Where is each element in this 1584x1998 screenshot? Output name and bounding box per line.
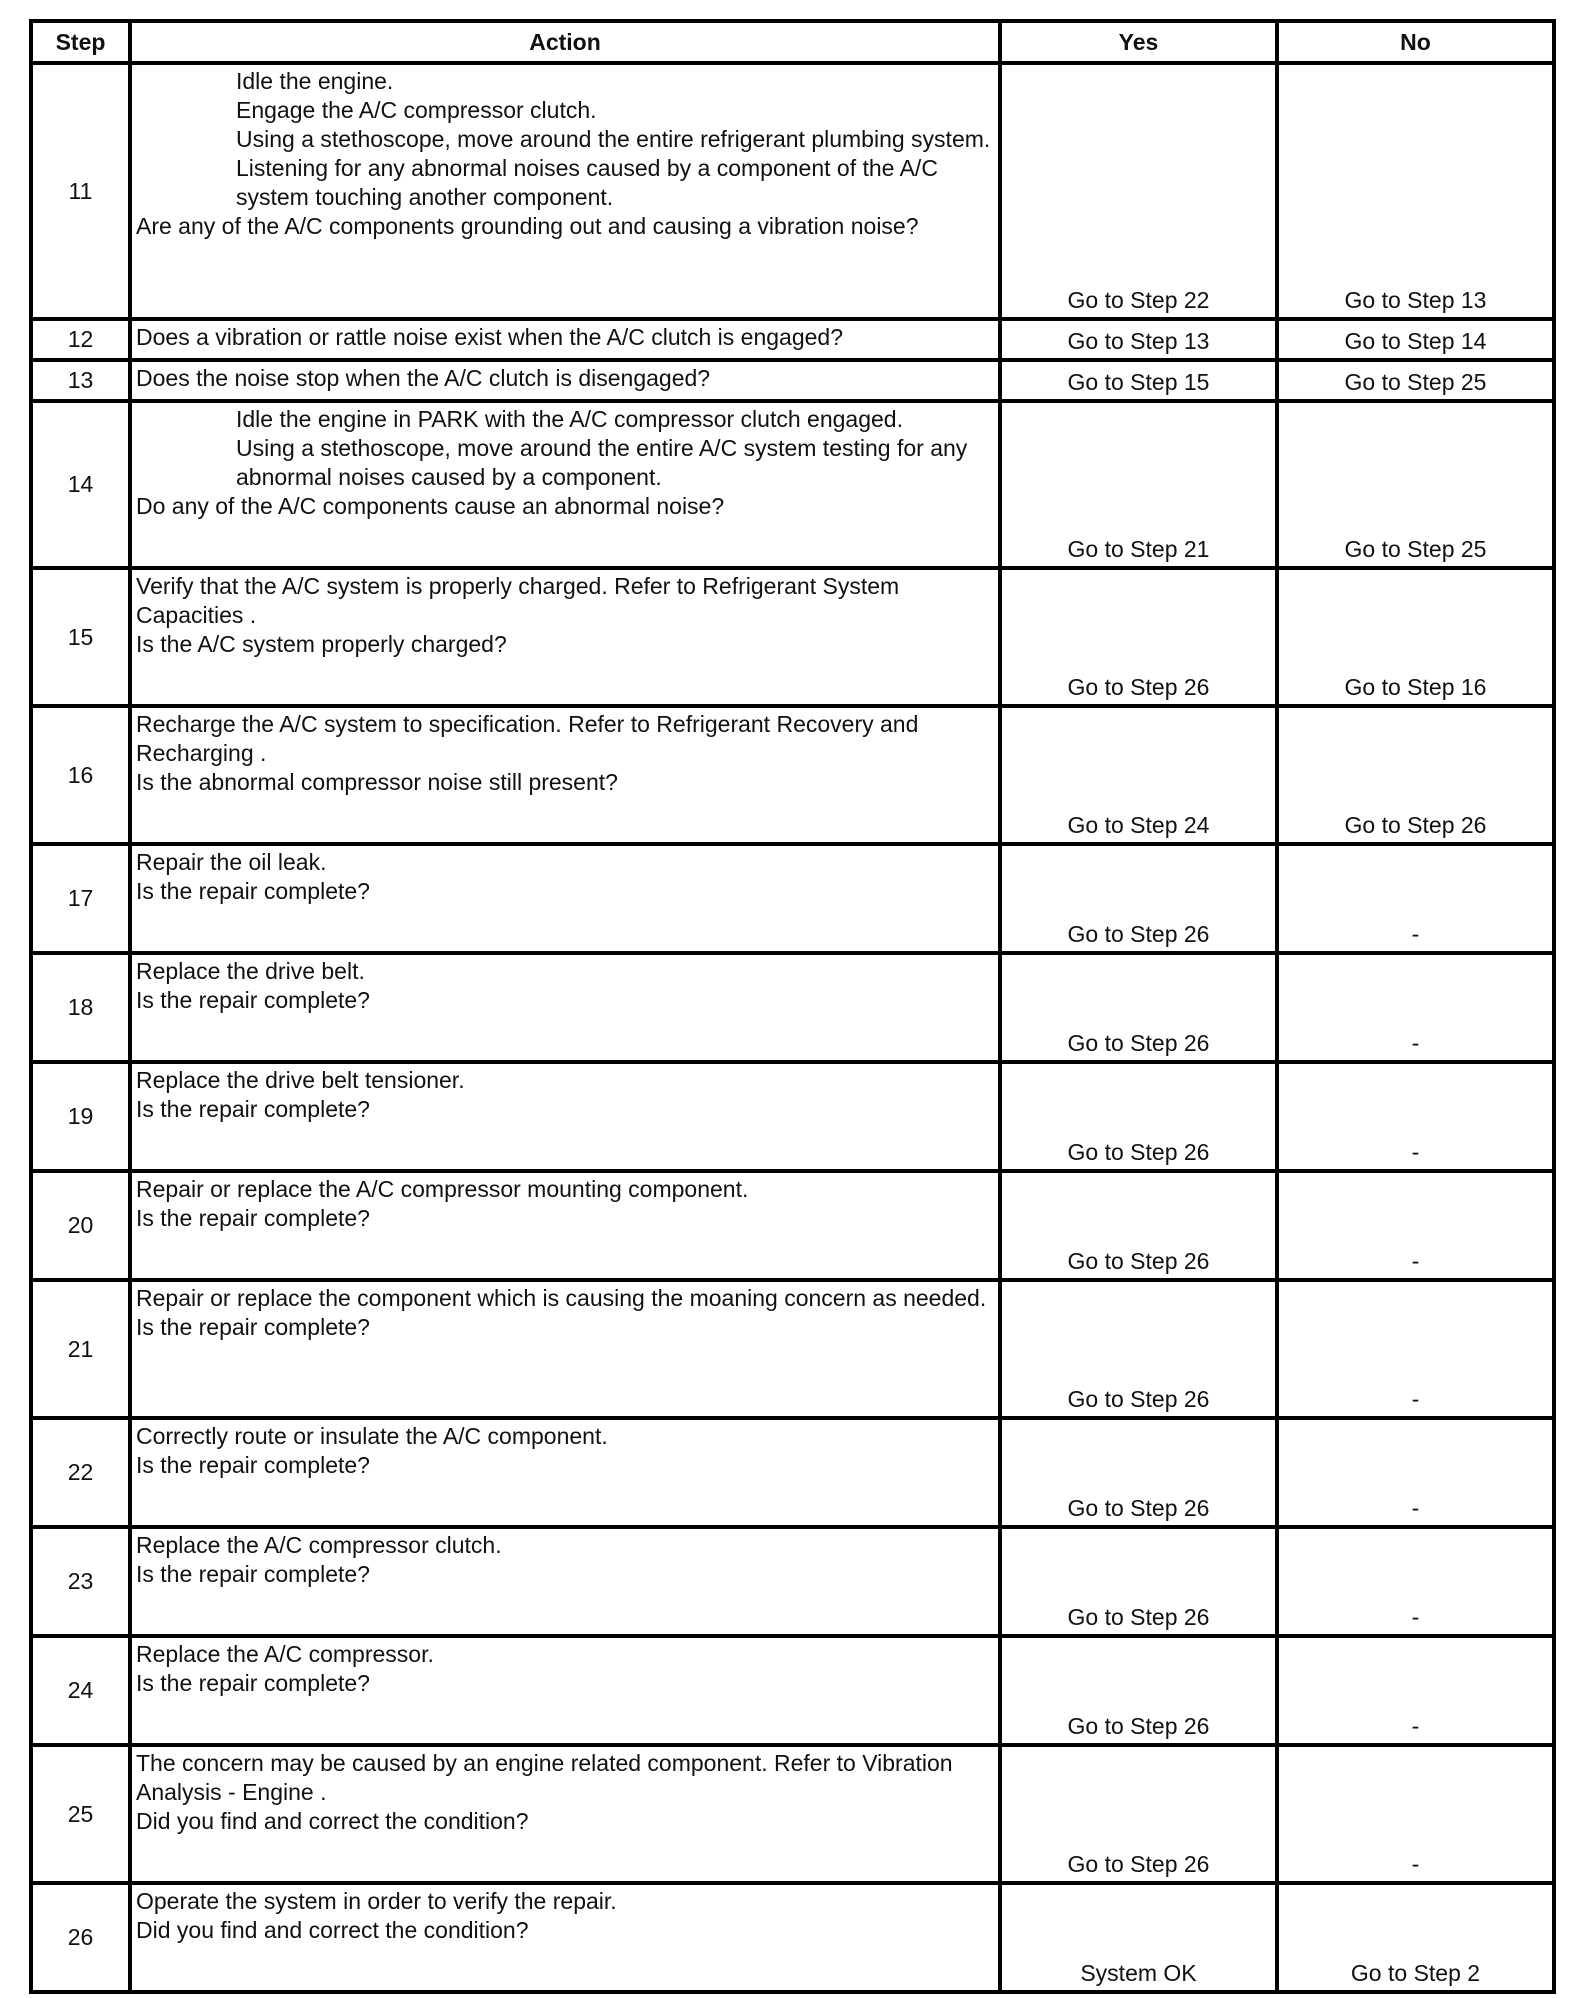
step-number: 15 xyxy=(31,568,130,706)
action-question: Is the repair complete? xyxy=(136,1096,370,1122)
action-instruction: Idle the engine in PARK with the A/C compressor clutch engaged. Using a stethoscope, move around the entire A/C system testing for any abnormal noises caused by a component. xyxy=(236,406,968,490)
yes-outcome: Go to Step 26 xyxy=(1000,1527,1277,1636)
action-cell xyxy=(130,568,1000,706)
header-yes: Yes xyxy=(1000,21,1277,63)
table-row xyxy=(31,706,1554,844)
no-outcome: - xyxy=(1277,1062,1554,1171)
action-cell xyxy=(130,1745,1000,1883)
step-number: 24 xyxy=(31,1636,130,1745)
action-question: Is the repair complete? xyxy=(136,878,370,904)
action-cell xyxy=(130,1636,1000,1745)
table-row xyxy=(31,401,1554,568)
action-cell xyxy=(130,1527,1000,1636)
action-instruction: Replace the drive belt tensioner. xyxy=(136,1067,465,1093)
yes-outcome: Go to Step 13 xyxy=(1000,319,1277,360)
action-question: Is the A/C system properly charged? xyxy=(136,631,507,657)
no-outcome: Go to Step 14 xyxy=(1277,319,1554,360)
step-number: 18 xyxy=(31,953,130,1062)
action-cell xyxy=(130,844,1000,953)
action-question: Did you find and correct the condition? xyxy=(136,1808,529,1834)
yes-outcome: Go to Step 24 xyxy=(1000,706,1277,844)
header-step: Step xyxy=(31,21,130,63)
yes-outcome: Go to Step 21 xyxy=(1000,401,1277,568)
no-outcome: Go to Step 26 xyxy=(1277,706,1554,844)
action-cell xyxy=(130,1171,1000,1280)
header-action: Action xyxy=(130,21,1000,63)
yes-outcome: Go to Step 22 xyxy=(1000,63,1277,319)
table-row xyxy=(31,568,1554,706)
action-cell xyxy=(130,706,1000,844)
action-question: Is the repair complete? xyxy=(136,1561,370,1587)
step-number: 13 xyxy=(31,360,130,401)
action-cell xyxy=(130,360,1000,401)
no-outcome: Go to Step 25 xyxy=(1277,401,1554,568)
header-no: No xyxy=(1277,21,1554,63)
step-number: 22 xyxy=(31,1418,130,1527)
table-row xyxy=(31,1745,1554,1883)
table-row xyxy=(31,1062,1554,1171)
action-instruction: Replace the drive belt. xyxy=(136,958,365,984)
action-cell xyxy=(130,401,1000,568)
no-outcome: - xyxy=(1277,1745,1554,1883)
yes-outcome: System OK xyxy=(1000,1883,1277,1992)
table-row xyxy=(31,1527,1554,1636)
yes-outcome: Go to Step 26 xyxy=(1000,568,1277,706)
action-cell xyxy=(130,1883,1000,1992)
header-row xyxy=(31,21,1554,63)
step-number: 16 xyxy=(31,706,130,844)
action-instruction: Verify that the A/C system is properly charged. Refer to Refrigerant System Capacities . xyxy=(136,573,900,628)
no-outcome: - xyxy=(1277,1636,1554,1745)
action-question: Is the repair complete? xyxy=(136,1452,370,1478)
step-number: 25 xyxy=(31,1745,130,1883)
action-instruction: Recharge the A/C system to specification. Refer to Refrigerant Recovery and Recharging . xyxy=(136,711,919,766)
no-outcome: Go to Step 16 xyxy=(1277,568,1554,706)
action-question: Do any of the A/C components cause an abnormal noise? xyxy=(136,493,725,519)
action-cell xyxy=(130,953,1000,1062)
table-row xyxy=(31,1171,1554,1280)
action-cell xyxy=(130,319,1000,360)
action-question: Is the repair complete? xyxy=(136,1205,370,1231)
action-question: Does a vibration or rattle noise exist when the A/C clutch is engaged? xyxy=(136,324,844,350)
table-row xyxy=(31,1883,1554,1992)
diagnostic-table xyxy=(29,19,1556,1994)
action-cell xyxy=(130,1062,1000,1171)
action-instruction: The concern may be caused by an engine related component. Refer to Vibration Analysis - Engine . xyxy=(136,1750,953,1805)
step-number: 11 xyxy=(31,63,130,319)
no-outcome: Go to Step 13 xyxy=(1277,63,1554,319)
action-question: Is the abnormal compressor noise still present? xyxy=(136,769,618,795)
yes-outcome: Go to Step 26 xyxy=(1000,1062,1277,1171)
table-row xyxy=(31,1280,1554,1418)
action-cell xyxy=(130,63,1000,319)
action-instruction: Operate the system in order to verify the repair. xyxy=(136,1888,617,1914)
step-number: 12 xyxy=(31,319,130,360)
step-number: 21 xyxy=(31,1280,130,1418)
no-outcome: Go to Step 25 xyxy=(1277,360,1554,401)
step-number: 17 xyxy=(31,844,130,953)
action-instruction: Replace the A/C compressor. xyxy=(136,1641,434,1667)
no-outcome: - xyxy=(1277,844,1554,953)
action-instruction: Repair or replace the component which is causing the moaning concern as needed. xyxy=(136,1285,987,1311)
action-cell xyxy=(130,1418,1000,1527)
step-number: 20 xyxy=(31,1171,130,1280)
yes-outcome: Go to Step 26 xyxy=(1000,844,1277,953)
yes-outcome: Go to Step 26 xyxy=(1000,1636,1277,1745)
no-outcome: - xyxy=(1277,1280,1554,1418)
table-row xyxy=(31,319,1554,360)
action-instruction: Repair or replace the A/C compressor mounting component. xyxy=(136,1176,749,1202)
action-question: Does the noise stop when the A/C clutch is disengaged? xyxy=(136,365,711,391)
action-instruction: Correctly route or insulate the A/C component. xyxy=(136,1423,608,1449)
step-number: 23 xyxy=(31,1527,130,1636)
table-row xyxy=(31,953,1554,1062)
table-row xyxy=(31,1636,1554,1745)
step-number: 14 xyxy=(31,401,130,568)
yes-outcome: Go to Step 26 xyxy=(1000,1745,1277,1883)
action-instruction: Repair the oil leak. xyxy=(136,849,327,875)
step-number: 26 xyxy=(31,1883,130,1992)
yes-outcome: Go to Step 26 xyxy=(1000,1418,1277,1527)
table-row xyxy=(31,1418,1554,1527)
action-question: Are any of the A/C components grounding out and causing a vibration noise? xyxy=(136,213,919,239)
no-outcome: - xyxy=(1277,1418,1554,1527)
action-instruction: Idle the engine. Engage the A/C compressor clutch. Using a stethoscope, move around the entire refrigerant plumbing system. Listening for any abnormal noises caused by a component of the A/C system touching another component. xyxy=(236,68,991,210)
no-outcome: - xyxy=(1277,1171,1554,1280)
table-row xyxy=(31,63,1554,319)
action-cell xyxy=(130,1280,1000,1418)
no-outcome: - xyxy=(1277,1527,1554,1636)
no-outcome: Go to Step 2 xyxy=(1277,1883,1554,1992)
table-row xyxy=(31,844,1554,953)
step-number: 19 xyxy=(31,1062,130,1171)
action-question: Did you find and correct the condition? xyxy=(136,1917,529,1943)
no-outcome: - xyxy=(1277,953,1554,1062)
yes-outcome: Go to Step 26 xyxy=(1000,953,1277,1062)
yes-outcome: Go to Step 26 xyxy=(1000,1171,1277,1280)
action-question: Is the repair complete? xyxy=(136,1314,370,1340)
action-question: Is the repair complete? xyxy=(136,1670,370,1696)
table-row xyxy=(31,360,1554,401)
action-instruction: Replace the A/C compressor clutch. xyxy=(136,1532,502,1558)
yes-outcome: Go to Step 26 xyxy=(1000,1280,1277,1418)
yes-outcome: Go to Step 15 xyxy=(1000,360,1277,401)
action-question: Is the repair complete? xyxy=(136,987,370,1013)
